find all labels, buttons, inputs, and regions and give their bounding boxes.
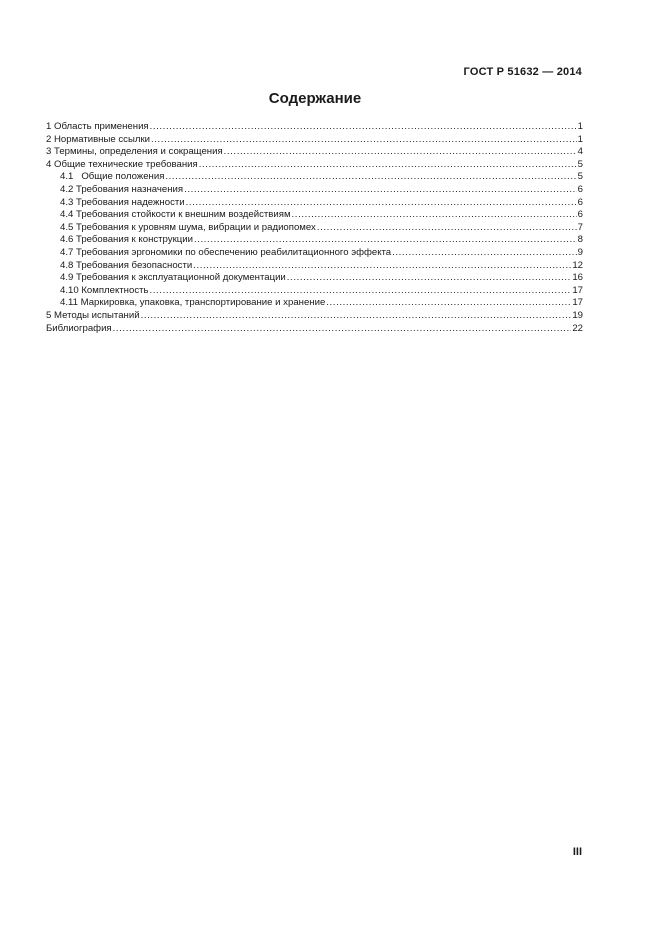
toc-entry-page: 19 xyxy=(572,309,583,321)
toc-entry[interactable] xyxy=(46,146,583,159)
toc-entry-page: 8 xyxy=(577,234,583,246)
toc-leader-dots xyxy=(224,146,577,159)
toc-leader-dots xyxy=(151,134,577,147)
toc-entry-text: 4.1 Общие положения xyxy=(60,171,165,183)
toc-leader-dots xyxy=(326,297,571,310)
toc-entry-text: 4.9 Требования к эксплуатационной документации xyxy=(60,272,286,284)
toc-entry[interactable] xyxy=(46,121,583,134)
toc-subentry[interactable] xyxy=(46,247,583,260)
toc-entry-page: 6 xyxy=(577,183,583,195)
toc-entry-page: 6 xyxy=(577,209,583,221)
toc-leader-dots xyxy=(150,121,577,134)
toc-entry-page: 16 xyxy=(572,272,583,284)
toc-entry[interactable] xyxy=(46,134,583,147)
toc-subentry[interactable] xyxy=(46,297,583,310)
toc-entry-page: 9 xyxy=(577,246,583,258)
toc-leader-dots xyxy=(113,323,572,336)
toc-entry-page: 1 xyxy=(577,121,583,132)
toc-entry-page: 7 xyxy=(577,221,583,233)
toc-entry-page: 17 xyxy=(572,284,583,296)
toc-entry-page: 17 xyxy=(572,297,583,309)
toc-entry-text: 5 Методы испытаний xyxy=(46,309,140,321)
toc-subentry[interactable] xyxy=(46,197,583,210)
toc-entry-text: Библиография xyxy=(46,322,112,334)
toc-entry-text: 4.5 Требования к уровням шума, вибрации и радиопомех xyxy=(60,221,316,233)
toc-leader-dots xyxy=(184,184,577,197)
toc-entry-page: 1 xyxy=(577,133,583,145)
toc-title: Содержание xyxy=(268,90,362,107)
toc-entry-text: 4.2 Требования назначения xyxy=(60,183,184,195)
toc-subentry[interactable] xyxy=(46,209,583,222)
table-of-contents xyxy=(46,121,583,335)
toc-leader-dots xyxy=(186,197,577,210)
toc-leader-dots xyxy=(199,159,577,172)
toc-entry-text: 4.3 Требования надежности xyxy=(60,196,185,208)
toc-subentry[interactable] xyxy=(46,184,583,197)
toc-entry-text: 4.10 Комплектность xyxy=(60,284,149,296)
toc-entry-text: 4 Общие технические требования xyxy=(46,158,198,170)
toc-entry-text: 2 Нормативные ссылки xyxy=(46,133,151,145)
toc-subentry[interactable] xyxy=(46,272,583,285)
toc-entry[interactable] xyxy=(46,310,583,323)
toc-leader-dots xyxy=(287,272,572,285)
toc-entry-page: 5 xyxy=(577,158,583,170)
toc-entry[interactable] xyxy=(46,159,583,172)
toc-subentry[interactable] xyxy=(46,171,583,184)
toc-leader-dots xyxy=(392,247,577,260)
toc-entry-page: 12 xyxy=(572,259,583,271)
toc-entry-text: 1 Область применения xyxy=(46,121,149,132)
toc-leader-dots xyxy=(193,260,571,273)
toc-subentry[interactable] xyxy=(46,285,583,298)
toc-entry-text: 4.7 Требования эргономики по обеспечению реабилитационного эффекта xyxy=(60,246,392,258)
document-code: ГОСТ Р 51632 — 2014 xyxy=(463,66,582,78)
toc-entry-text: 4.6 Требования к конструкции xyxy=(60,234,193,246)
toc-subentry[interactable] xyxy=(46,260,583,273)
toc-entry-page: 22 xyxy=(572,322,583,334)
toc-entry-page: 6 xyxy=(577,196,583,208)
toc-leader-dots xyxy=(194,234,577,247)
toc-leader-dots xyxy=(317,222,577,235)
toc-leader-dots xyxy=(150,285,572,298)
toc-entry[interactable] xyxy=(46,323,583,336)
toc-subentry[interactable] xyxy=(46,222,583,235)
toc-entry-text: 3 Термины, определения и сокращения xyxy=(46,146,223,158)
toc-leader-dots xyxy=(165,171,576,184)
toc-subentry[interactable] xyxy=(46,234,583,247)
toc-entry-page: 4 xyxy=(577,146,583,158)
toc-leader-dots xyxy=(141,310,572,323)
toc-entry-text: 4.8 Требования безопасности xyxy=(60,259,193,271)
toc-entry-page: 5 xyxy=(577,171,583,183)
toc-entry-text: 4.4 Требования стойкости к внешним воздействиям xyxy=(60,209,291,221)
page-number: III xyxy=(572,846,582,858)
toc-leader-dots xyxy=(292,209,577,222)
toc-entry-text: 4.11 Маркировка, упаковка, транспортирование и хранение xyxy=(60,297,326,309)
